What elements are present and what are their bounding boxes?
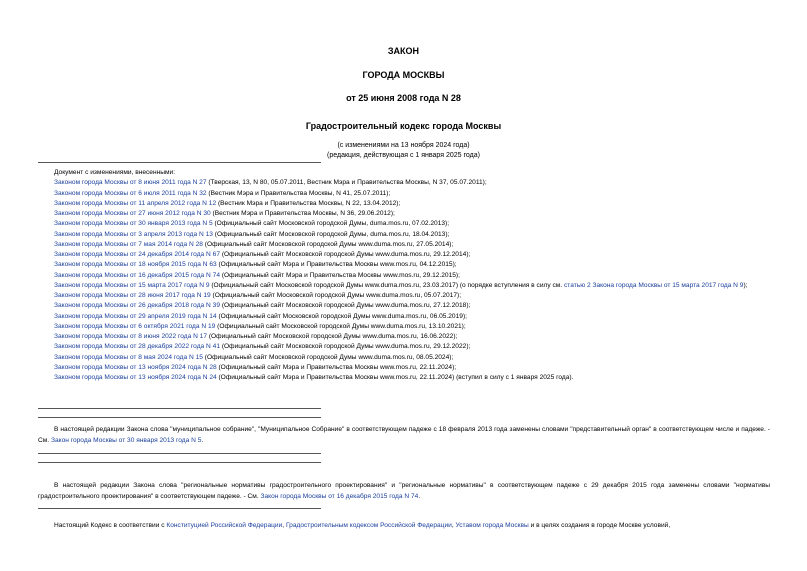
amendment-link[interactable]: Законом города Москвы от 24 декабря 2014 года N 67	[54, 251, 220, 258]
divider	[38, 508, 321, 509]
amendment-source: (Официальный сайт Московской городской Думы, duma.mos.ru, 07.02.2013);	[212, 220, 450, 228]
preamble-sep: ,	[282, 522, 286, 529]
amendment-link[interactable]: Законом города Москвы от 29 апреля 2019 года N 14	[54, 312, 217, 320]
divider	[38, 462, 321, 463]
amendment-article-link[interactable]: статью 2 Закона города Москвы от 15 марта 2017 года N 9	[563, 281, 744, 289]
amendment-link[interactable]: Законом города Москвы от 6 июля 2011 года N 32	[54, 189, 207, 197]
amendment-link[interactable]: Законом города Москвы от 6 октября 2021 года N 19	[54, 322, 216, 330]
changes-intro: Документ с изменениями, внесенными:	[54, 169, 176, 176]
divider	[38, 453, 321, 454]
changes-items	[38, 178, 778, 281]
urban-code-link[interactable]: Градостроительным кодексом Российской Федерации	[285, 522, 452, 529]
amendment-source: (Официальный сайт Московской городской Думы www.duma.mos.ru, 05.07.2017);	[210, 292, 462, 299]
doc-title: Градостроительный кодекс города Москвы	[305, 121, 502, 131]
amendment-link[interactable]: Законом города Москвы от 8 июня 2011 года N 27	[54, 179, 207, 187]
amendment-source: (Официальный сайт Московской городской Думы www.duma.mos.ru, 13.10.2021);	[215, 322, 466, 330]
amendment-source: (Официальный сайт Московской городской Думы www.duma.mos.ru, 06.05.2019);	[216, 312, 467, 320]
amendment-source: (Официальный сайт Московской городской Думы www.duma.mos.ru, 29.12.2014);	[219, 251, 471, 258]
list-item	[38, 271, 778, 281]
amendment-link[interactable]: Законом города Москвы от 30 января 2013 года N 5	[54, 220, 213, 228]
note-text: В настоящей редакции Закона слова "региональные нормативы градостроительного проектирования" и "региональные нормативы" в соответствующем падеже с 29 декабря 2015 года заменены словами "нормативы градостроительного проектирования" в соответствующем падеже. - См.	[38, 482, 770, 500]
list-item	[38, 332, 778, 342]
list-item	[38, 291, 778, 301]
list-item	[38, 281, 770, 291]
note-tail: .	[418, 492, 421, 500]
amendment-source: (Официальный сайт Мэра и Правительства Москвы www.mos.ru, 29.12.2015);	[219, 271, 460, 279]
list-item	[38, 209, 778, 219]
amendment-source: (Вестник Мэра и Правительства Москвы, N 36, 29.06.2012);	[210, 210, 395, 217]
list-item	[38, 219, 778, 229]
preamble-text: Настоящий Кодекс в соответствии с	[54, 522, 167, 529]
amendment-link[interactable]: Законом города Москвы от 13 ноября 2024 года N 24	[54, 374, 217, 381]
amendment-link[interactable]: Законом города Москвы от 27 июня 2012 года N 30	[54, 210, 211, 217]
changes-list	[38, 168, 778, 383]
amendment-source: (Официальный сайт Московской городской Думы www.duma.mos.ru, 27.05.2014);	[202, 240, 454, 248]
amendment-link[interactable]: Законом города Москвы от 3 апреля 2013 года N 13	[54, 230, 213, 238]
amendment-source: (Официальный сайт Московской городской Думы www.duma.mos.ru, 08.05.2024);	[202, 353, 454, 361]
amendment-link[interactable]: Законом города Москвы от 8 мая 2024 года N 15	[54, 353, 203, 361]
list-item	[38, 312, 778, 322]
amendment-source: (Официальный сайт Московской городской Думы www.duma.mos.ru, 16.06.2022);	[207, 333, 458, 340]
preamble	[38, 521, 770, 532]
amendment-link[interactable]: Законом города Москвы от 8 июня 2022 года N 17	[54, 333, 208, 340]
amendment-link[interactable]: Законом города Москвы от 18 ноября 2015 года N 63	[54, 261, 217, 269]
list-item	[38, 189, 778, 199]
amendment-link[interactable]: Законом города Москвы от 28 июня 2017 года N 19	[54, 292, 211, 299]
doc-edition: (редакция, действующая с 1 января 2025 года)	[327, 152, 480, 159]
list-item	[38, 301, 778, 311]
amendment-link[interactable]: Законом города Москвы от 26 декабря 2018 года N 39	[54, 302, 220, 310]
note-tail: .	[201, 436, 204, 444]
amendment-link[interactable]: Законом города Москвы от 7 мая 2014 года N 28	[54, 240, 203, 248]
list-item	[38, 342, 778, 352]
note-text: В настоящей редакции Закона слова "муниципальное собрание", "Муниципальное Собрание" в соответствующем падеже с 18 февраля 2013 года заменены словами "представительный орган" в соответствующем числе и падеже. - См.	[38, 426, 770, 444]
amendment-source: (Официальный сайт Мэра и Правительства Москвы www.mos.ru, 22.11.2024);	[216, 363, 457, 371]
amendment-source: (Вестник Мэра и Правительства Москвы, N 22, 13.04.2012);	[216, 199, 401, 207]
amendment-link[interactable]: Законом города Москвы от 13 ноября 2024 года N 28	[54, 363, 217, 371]
doc-city: ГОРОДА МОСКВЫ	[362, 70, 445, 80]
list-item	[38, 178, 778, 188]
constitution-link[interactable]: Конституцией Российской Федерации	[166, 522, 283, 529]
amendment-link[interactable]: Законом города Москвы от 16 декабря 2015 года N 74	[54, 271, 220, 279]
amendment-source: (Официальный сайт Московской городской Думы www.duma.mos.ru, 23.03.2017) (о порядке вступления в силу см.	[209, 281, 563, 289]
list-item	[38, 199, 778, 209]
amendment-link[interactable]: Законом города Москвы от 15 марта 2017 года N 9	[54, 281, 210, 289]
amendment-link[interactable]: Законом города Москвы от 28 декабря 2022 года N 41	[54, 343, 220, 351]
amendment-source: (Вестник Мэра и Правительства Москвы, N 41, 25.07.2011);	[206, 189, 391, 197]
note-law-link[interactable]: Закон города Москвы от 16 декабря 2015 года N 74	[260, 492, 419, 500]
amendment-source: (Официальный сайт Мэра и Правительства Москвы www.mos.ru, 22.11.2024) (вступил в силу с 1 января 2025 года).	[216, 374, 574, 381]
list-item	[38, 250, 778, 260]
amendment-source: (Тверская, 13, N 80, 05.07.2011, Вестник Мэра и Правительства Москвы, N 37, 05.07.2011);	[206, 179, 487, 187]
amendment-source: (Официальный сайт Мэра и Правительства Москвы www.mos.ru, 04.12.2015);	[216, 261, 457, 269]
list-item	[38, 260, 778, 270]
list-item	[38, 363, 778, 373]
divider	[38, 162, 321, 163]
amendment-source: (Официальный сайт Московской городской Думы www.duma.mos.ru, 27.12.2018);	[219, 302, 471, 310]
doc-amended: (с изменениями на 13 ноября 2024 года)	[337, 142, 470, 149]
note-municipal-assembly	[38, 425, 770, 446]
list-item	[38, 373, 778, 383]
list-item	[38, 353, 778, 363]
preamble-text-end: и в целях создания в городе Москве условий,	[528, 522, 671, 529]
preamble-sep: ,	[451, 522, 456, 529]
amendment-tail: );	[743, 281, 748, 289]
charter-link[interactable]: Уставом города Москвы	[455, 522, 529, 529]
divider	[38, 408, 321, 409]
note-law-link[interactable]: Закон города Москвы от 30 января 2013 года N 5	[50, 436, 202, 444]
list-item	[38, 240, 778, 250]
doc-type: ЗАКОН	[387, 46, 420, 56]
amendment-link[interactable]: Законом города Москвы от 11 апреля 2012 года N 12	[54, 199, 217, 207]
amendment-source: (Официальный сайт Московской городской Думы www.duma.mos.ru, 29.12.2022);	[219, 343, 471, 351]
list-item	[38, 322, 778, 332]
note-regional-norms	[38, 481, 770, 502]
divider	[38, 417, 321, 418]
amendment-source: (Официальный сайт Московской городской Думы, duma.mos.ru, 18.04.2013);	[212, 230, 450, 238]
list-item	[38, 230, 778, 240]
changes-items-after	[38, 291, 778, 383]
doc-date-number: от 25 июня 2008 года N 28	[346, 93, 461, 103]
